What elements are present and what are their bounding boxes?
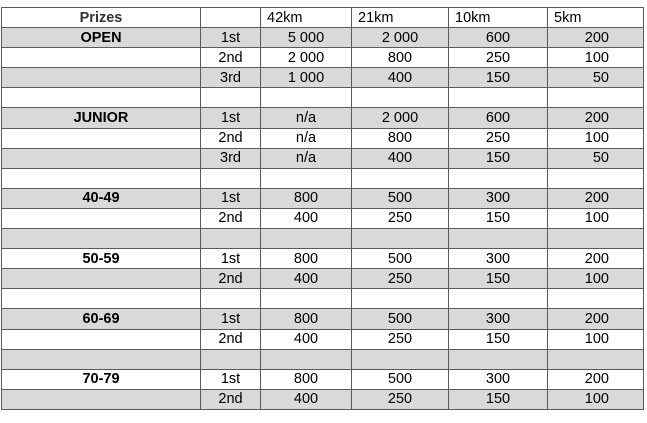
prize-value-cell: 150 [449,389,548,409]
prize-value-cell: 300 [449,309,548,329]
place-cell: 1st [201,28,261,48]
prize-value-cell: 250 [352,269,449,289]
prize-value-cell [449,349,548,369]
prize-value-cell: 2 000 [352,108,449,128]
prize-value-cell: 100 [548,48,644,68]
category-cell: 70-79 [2,369,201,389]
distance-header-5km: 5km [548,8,644,28]
place-cell: 3rd [201,148,261,168]
prize-value-cell: 200 [548,309,644,329]
category-cell [2,269,201,289]
prize-value-cell: 400 [261,208,352,228]
place-cell: 1st [201,249,261,269]
prize-value-cell: 250 [352,389,449,409]
prize-value-cell: 150 [449,269,548,289]
table-row [2,188,644,208]
prize-value-cell [449,168,548,188]
prize-value-cell: n/a [261,148,352,168]
category-cell [2,229,201,249]
category-cell [2,48,201,68]
prize-value-cell [449,229,548,249]
category-cell: 50-59 [2,249,201,269]
distance-header-42km: 42km [261,8,352,28]
table-row [2,389,644,409]
prize-value-cell: 100 [548,208,644,228]
place-cell: 2nd [201,269,261,289]
category-cell: 40-49 [2,188,201,208]
category-cell [2,349,201,369]
prize-value-cell: 250 [352,208,449,228]
category-cell: 60-69 [2,309,201,329]
distance-header-21km: 21km [352,8,449,28]
prize-value-cell: 150 [449,68,548,88]
place-cell: 1st [201,369,261,389]
prize-value-cell: 200 [548,28,644,48]
place-cell: 2nd [201,128,261,148]
table-row [2,269,644,289]
category-cell [2,208,201,228]
prize-value-cell: 200 [548,249,644,269]
prize-value-cell: 100 [548,389,644,409]
place-cell: 2nd [201,48,261,68]
header-row [2,8,644,28]
prize-value-cell: 2 000 [261,48,352,68]
category-cell [2,88,201,108]
prize-value-cell [548,349,644,369]
prize-value-cell: 50 [548,68,644,88]
category-cell [2,128,201,148]
table-row [2,68,644,88]
prize-value-cell: 400 [261,329,352,349]
prize-value-cell: 1 000 [261,68,352,88]
prize-value-cell: n/a [261,128,352,148]
prize-value-cell: 2 000 [352,28,449,48]
place-cell: 1st [201,188,261,208]
prize-value-cell: 800 [261,188,352,208]
prize-value-cell: 800 [261,309,352,329]
prize-value-cell: 800 [261,369,352,389]
prize-value-cell: 250 [449,128,548,148]
prize-value-cell [352,349,449,369]
category-cell [2,168,201,188]
category-cell [2,148,201,168]
prize-value-cell: 100 [548,128,644,148]
prizes-table-body [2,8,644,410]
prize-value-cell [449,88,548,108]
prize-value-cell [352,229,449,249]
place-cell [201,349,261,369]
prize-value-cell [352,168,449,188]
prize-value-cell: 800 [261,249,352,269]
prize-value-cell [261,289,352,309]
place-cell [201,168,261,188]
table-row [2,249,644,269]
place-cell: 3rd [201,68,261,88]
table-row [2,108,644,128]
category-cell [2,329,201,349]
prize-value-cell: 150 [449,148,548,168]
category-cell: JUNIOR [2,108,201,128]
prize-value-cell: 300 [449,369,548,389]
table-row [2,148,644,168]
prize-value-cell [261,168,352,188]
prizes-table [1,7,644,410]
category-cell [2,389,201,409]
table-row [2,88,644,108]
prize-value-cell: 250 [352,329,449,349]
prize-value-cell [261,88,352,108]
prize-value-cell [449,289,548,309]
prize-value-cell [261,229,352,249]
prize-value-cell: n/a [261,108,352,128]
prize-value-cell: 300 [449,188,548,208]
place-cell: 1st [201,108,261,128]
prize-value-cell: 150 [449,329,548,349]
prize-value-cell: 400 [261,389,352,409]
prize-value-cell: 800 [352,128,449,148]
prize-value-cell: 500 [352,249,449,269]
table-row [2,168,644,188]
prize-value-cell: 400 [261,269,352,289]
prize-value-cell [548,229,644,249]
prize-value-cell: 800 [352,48,449,68]
prize-value-cell: 200 [548,108,644,128]
prize-value-cell [261,349,352,369]
category-cell [2,68,201,88]
prize-value-cell: 600 [449,28,548,48]
place-cell [201,88,261,108]
table-row [2,229,644,249]
place-cell: 2nd [201,389,261,409]
prize-value-cell: 500 [352,188,449,208]
table-row [2,128,644,148]
prize-value-cell: 150 [449,208,548,228]
prize-value-cell: 5 000 [261,28,352,48]
table-row [2,48,644,68]
category-cell [2,289,201,309]
prize-value-cell: 400 [352,148,449,168]
table-row [2,329,644,349]
prize-value-cell: 100 [548,329,644,349]
distance-header-10km: 10km [449,8,548,28]
prize-value-cell: 250 [449,48,548,68]
prize-value-cell: 500 [352,309,449,329]
place-cell [201,229,261,249]
place-cell: 2nd [201,208,261,228]
table-row [2,289,644,309]
prize-value-cell [548,88,644,108]
place-cell [201,289,261,309]
table-row [2,208,644,228]
prize-value-cell: 400 [352,68,449,88]
prizes-header: Prizes [2,8,201,28]
prize-value-cell: 500 [352,369,449,389]
prize-value-cell: 50 [548,148,644,168]
category-cell: OPEN [2,28,201,48]
prize-value-cell: 200 [548,369,644,389]
table-row [2,369,644,389]
table-row [2,28,644,48]
prize-value-cell [352,88,449,108]
place-header [201,8,261,28]
prize-value-cell: 100 [548,269,644,289]
prize-value-cell [548,289,644,309]
prize-value-cell: 300 [449,249,548,269]
table-row [2,309,644,329]
prize-value-cell: 600 [449,108,548,128]
place-cell: 2nd [201,329,261,349]
prize-value-cell: 200 [548,188,644,208]
prize-value-cell [548,168,644,188]
prize-value-cell [352,289,449,309]
table-row [2,349,644,369]
place-cell: 1st [201,309,261,329]
